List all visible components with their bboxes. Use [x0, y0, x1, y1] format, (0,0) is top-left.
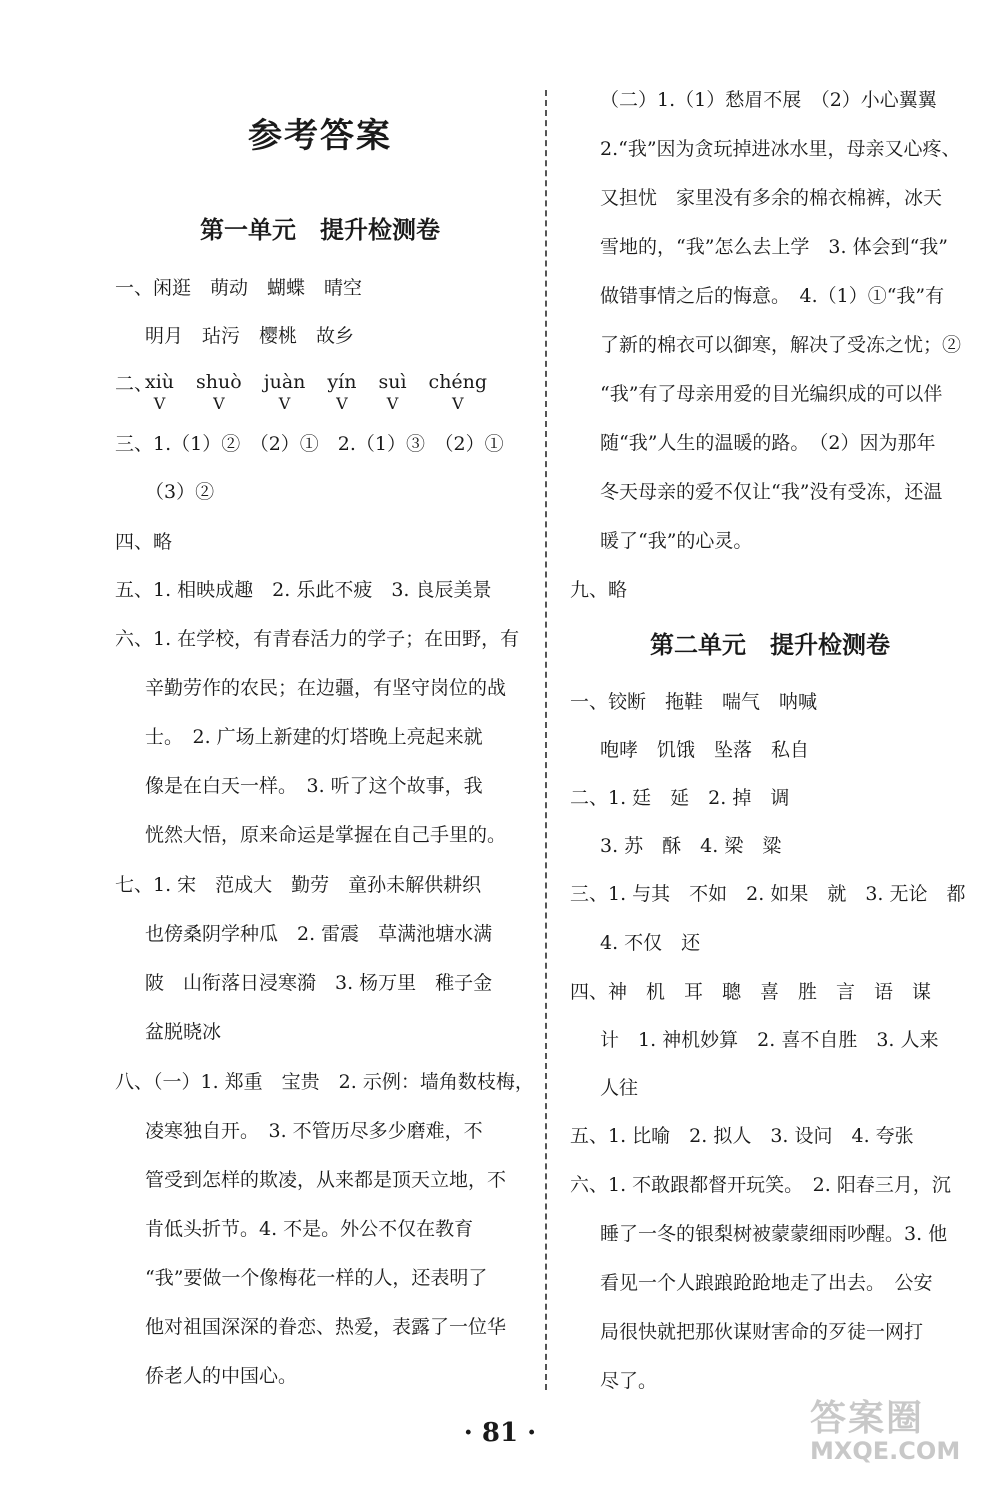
answer-line: 又担忧 家里没有多余的棉衣棉裤，冰天: [600, 187, 943, 209]
answer-line: 一、铰断 拖鞋 喘气 呐喊: [570, 691, 818, 713]
answer-line: 冬天母亲的爱不仅让“我”没有受冻，还温: [600, 481, 943, 503]
answer-line: 一、闲逛 萌动 蝴蝶 晴空: [115, 277, 363, 299]
answer-line: 计 1. 神机妙算 2. 喜不自胜 3. 人来: [600, 1029, 939, 1051]
answer-line: 六、1. 在学校，有青春活力的学子；在田野，有: [115, 628, 520, 650]
pinyin-item: shuò V: [196, 370, 242, 394]
page-title: 参考答案: [248, 116, 392, 156]
unit2-heading: 第二单元 提升检测卷: [650, 631, 890, 659]
answer-line: 4. 不仅 还: [600, 932, 701, 954]
answer-line: 管受到怎样的欺凌，从来都是顶天立地，不: [145, 1169, 507, 1191]
pinyin-item: chéng V: [429, 370, 488, 394]
page-number: · 81 ·: [463, 1418, 537, 1448]
answer-line: 尽了。: [600, 1370, 658, 1392]
answer-line: （二）1.（1）愁眉不展 （2）小心翼翼: [600, 89, 937, 111]
answer-line: 七、1. 宋 范成大 勤劳 童孙未解供耕织: [115, 874, 482, 896]
answer-line: 九、略: [570, 579, 628, 601]
answer-line: “我”有了母亲用爱的目光编织成的可以伴: [600, 383, 943, 405]
answer-line: 四、略: [115, 531, 173, 553]
answer-line: 随“我”人生的温暖的路。 （2）因为那年: [600, 432, 936, 454]
answer-line: 睡了一冬的银梨树被蒙蒙细雨吵醒。3. 他: [600, 1223, 948, 1245]
answer-line: 三、1. 与其 不如 2. 如果 就 3. 无论 都: [570, 883, 966, 905]
answer-line: 五、1. 比喻 2. 拟人 3. 设问 4. 夸张: [570, 1125, 914, 1147]
answer-line: 二、1. 廷 延 2. 掉 调: [570, 787, 790, 809]
answer-line: 恍然大悟，原来命运是掌握在自己手里的。: [145, 824, 507, 846]
answer-line: 盆脱晓冰: [145, 1021, 222, 1043]
answer-line: 肯低头折节。4. 不是。外公不仅在教育: [145, 1218, 474, 1240]
unit1-heading: 第一单元 提升检测卷: [200, 216, 440, 244]
answer-line: 人往: [600, 1077, 639, 1099]
answer-line: “我”要做一个像梅花一样的人，还表明了: [145, 1267, 488, 1289]
answer-line: 士。 2. 广场上新建的灯塔晚上亮起来就: [145, 726, 483, 748]
answer-line: 了新的棉衣可以御寒，解决了受冻之忧；②: [600, 334, 962, 356]
pinyin-item: juàn V: [264, 370, 306, 394]
answer-line: 明月 玷污 樱桃 故乡: [145, 325, 355, 347]
pinyin-row: [145, 370, 509, 394]
answer-line: 也傍桑阴学种瓜 2. 雷震 草满池塘水满: [145, 923, 493, 945]
answer-line: 五、1. 相映成趣 2. 乐此不疲 3. 良辰美景: [115, 579, 492, 601]
answer-line: 三、1.（1）② （2）① 2.（1）③ （2）①: [115, 433, 504, 455]
answer-line: 六、1. 不敢跟都督开玩笑。 2. 阳春三月，沉: [570, 1174, 951, 1196]
answer-line: 像是在白天一样。 3. 听了这个故事，我: [145, 775, 483, 797]
watermark-logo: [810, 1390, 961, 1465]
answer-line: 咆哮 饥饿 坠落 私自: [600, 739, 810, 761]
pinyin-item: suì V: [378, 370, 406, 394]
answer-line: 3. 苏 酥 4. 梁 粱: [600, 835, 782, 857]
answer-line: 做错事情之后的悔意。 4.（1）①“我”有: [600, 285, 945, 307]
answer-line: 四、神 机 耳 聰 喜 胜 言 语 谋: [570, 981, 932, 1003]
answer-line: 二、: [115, 373, 154, 395]
answer-line: 局很快就把那伙谋财害命的歹徒一网打: [600, 1321, 924, 1343]
watermark-logo-text: 答案圈: [810, 1398, 925, 1439]
answer-line: 雪地的，“我”怎么去上学 3. 体会到“我”: [600, 236, 949, 258]
pinyin-item: yín V: [327, 370, 356, 394]
answer-line: 陂 山衔落日浸寒漪 3. 杨万里 稚子金: [145, 972, 493, 994]
watermark-url: MXQE.COM: [810, 1437, 961, 1465]
answer-line: 看见一个人踉踉跄跄地走了出去。 公安: [600, 1272, 933, 1294]
answer-line: 2.“我”因为贪玩掉进冰水里，母亲又心疼、: [600, 138, 961, 160]
answer-line: 凌寒独自开。 3. 不管历尽多少磨难，不: [145, 1120, 483, 1142]
answer-line: 八、（一）1. 郑重 宝贵 2. 示例：墙角数枝梅，: [115, 1071, 534, 1093]
answer-line: 他对祖国深深的眷恋、热爱，表露了一位华: [145, 1316, 507, 1338]
column-divider: [545, 90, 547, 1390]
answer-line: 暖了“我”的心灵。: [600, 530, 753, 552]
pinyin-item: xiù V: [145, 370, 174, 394]
answer-line: （3）②: [145, 481, 215, 503]
answer-line: 侨老人的中国心。: [145, 1365, 298, 1387]
answer-line: 辛勤劳作的农民；在边疆，有坚守岗位的战: [145, 677, 507, 699]
